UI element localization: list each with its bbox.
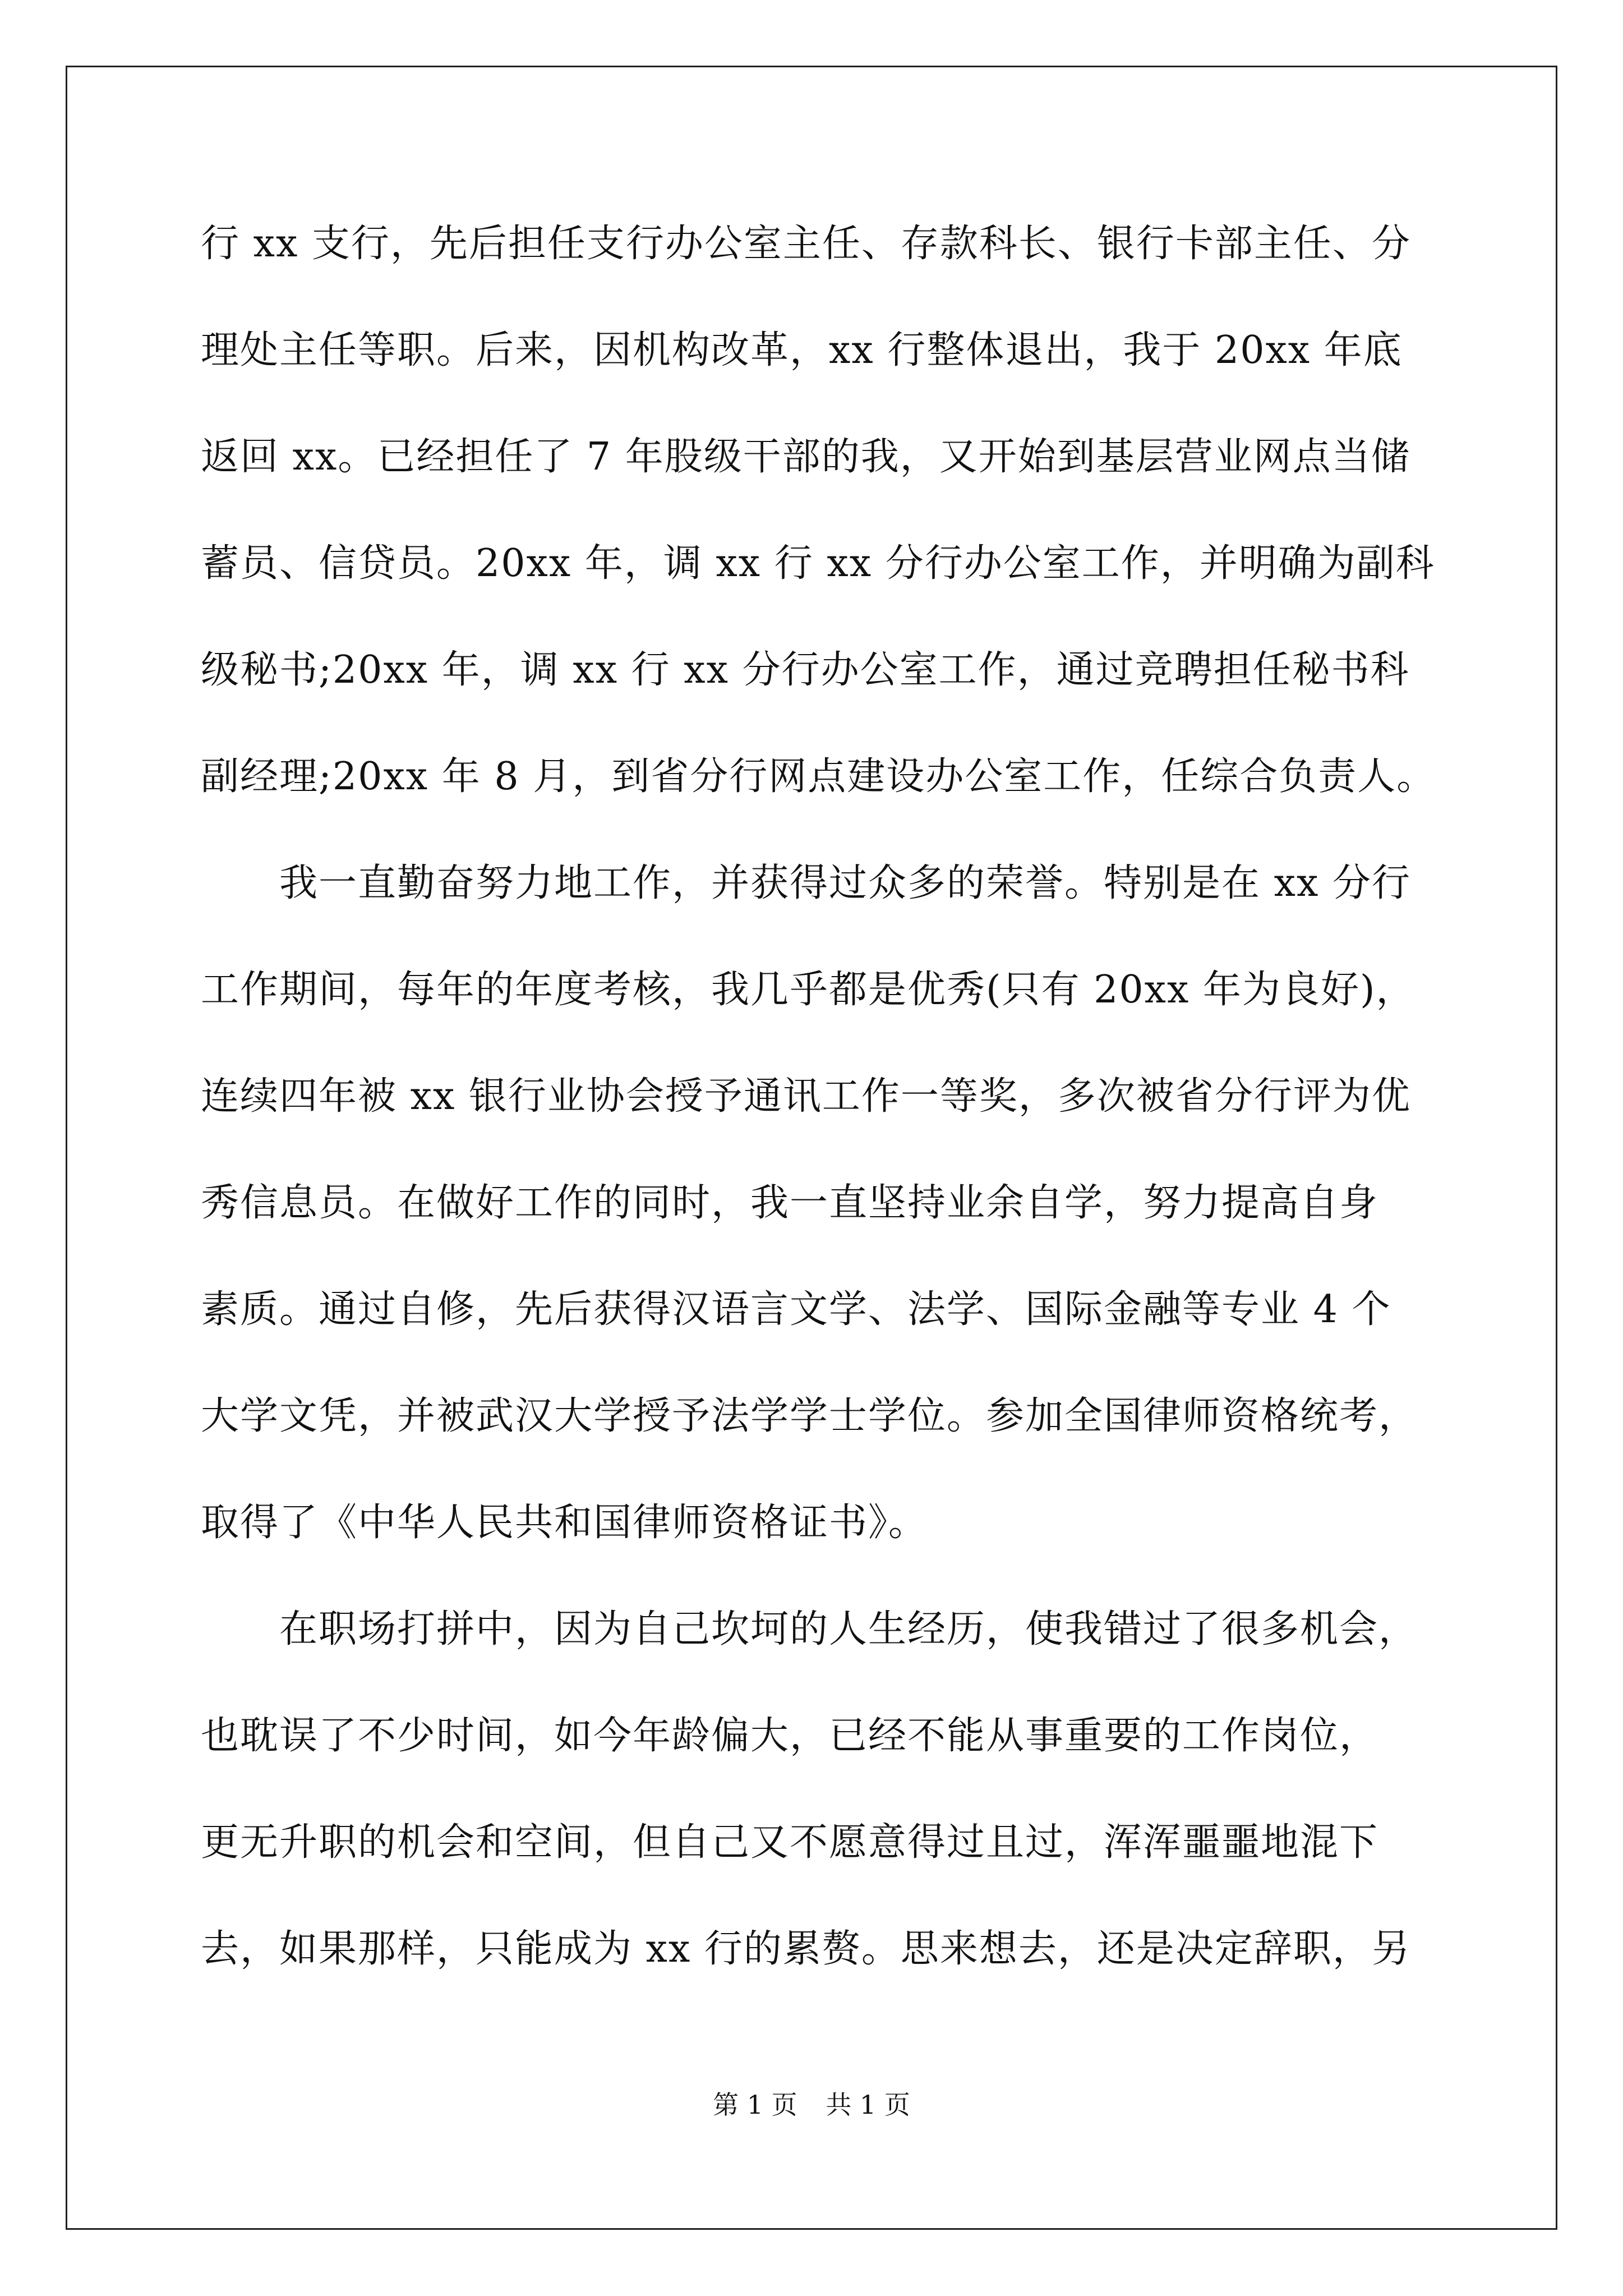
text-line: 我一直勤奋努力地工作，并获得过众多的荣誉。特别是在 xx 分行 [201, 861, 1411, 905]
page-total: 共 1 页 [826, 2090, 910, 2120]
text-line: 取得了《中华人民共和国律师资格证书》。 [201, 1501, 928, 1545]
text-line: 副经理;20xx 年 8 月，到省分行网点建设办公室工作，任综合负责人。 [201, 754, 1436, 799]
text-line: 在职场打拼中，因为自己坎坷的人生经历，使我错过了很多机会， [201, 1607, 1418, 1651]
text-line: 秀信息员。在做好工作的同时，我一直坚持业余自学，努力提高自身 [201, 1181, 1379, 1225]
text-line: 行 xx 支行，先后担任支行办公室主任、存款科长、银行卡部主任、分 [201, 222, 1411, 266]
text-line: 素质。通过自修，先后获得汉语言文学、法学、国际金融等专业 4 个 [201, 1287, 1391, 1332]
text-line: 去，如果那样，只能成为 xx 行的累赘。思来想去，还是决定辞职，另 [201, 1927, 1411, 1971]
page-border [66, 66, 1557, 2230]
text-line: 连续四年被 xx 银行业协会授予通讯工作一等奖，多次被省分行评为优 [201, 1074, 1411, 1119]
page-footer [0, 2088, 1623, 2122]
text-line: 大学文凭，并被武汉大学授予法学学士学位。参加全国律师资格统考， [201, 1394, 1418, 1438]
text-line: 理处主任等职。后来，因机构改革，xx 行整体退出，我于 20xx 年底 [201, 328, 1403, 372]
text-line: 也耽误了不少时间，如今年龄偏大，已经不能从事重要的工作岗位， [201, 1714, 1379, 1758]
text-line: 返回 xx。已经担任了 7 年股级干部的我，又开始到基层营业网点当储 [201, 435, 1410, 479]
text-line: 蓄员、信贷员。20xx 年，调 xx 行 xx 分行办公室工作，并明确为副科 [201, 541, 1435, 586]
text-line: 级秘书;20xx 年，调 xx 行 xx 分行办公室工作，通过竞聘担任秘书科 [201, 648, 1410, 692]
text-line: 更无升职的机会和空间，但自己又不愿意得过且过，浑浑噩噩地混下 [201, 1820, 1379, 1865]
page-number: 第 1 页 [713, 2090, 797, 2120]
text-line: 工作期间，每年的年度考核，我几乎都是优秀(只有 20xx 年为良好)， [201, 968, 1415, 1012]
